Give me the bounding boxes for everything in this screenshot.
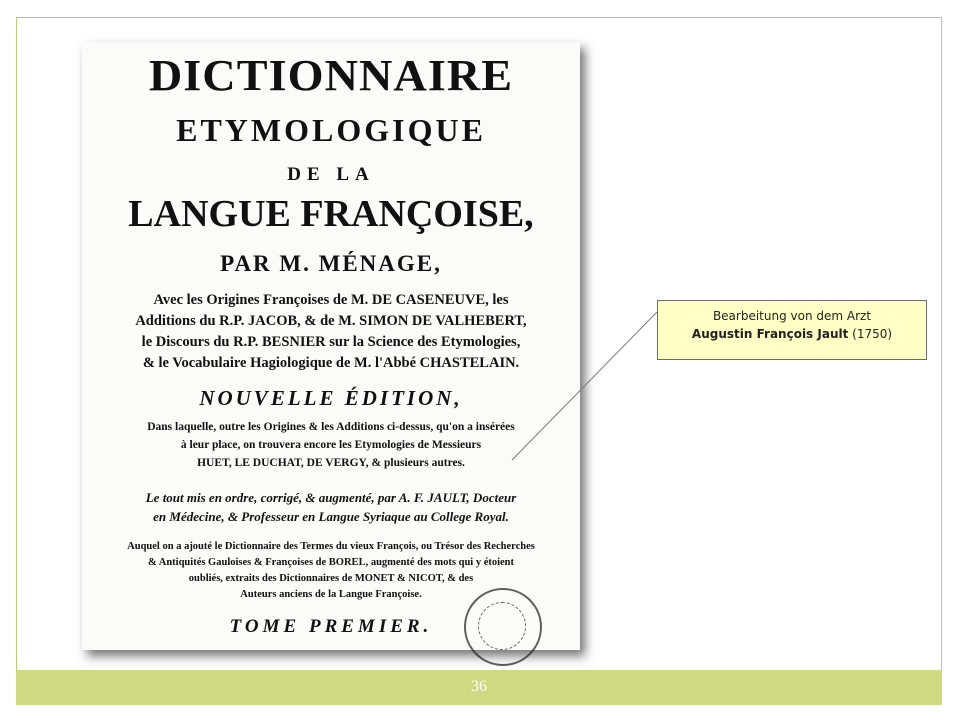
callout-year: (1750) bbox=[848, 327, 893, 341]
origins-line: & le Vocabulaire Hagiologique de M. l'Abbé CHASTELAIN. bbox=[142, 355, 520, 371]
title-line-4: LANGUE FRANÇOISE, bbox=[128, 193, 534, 235]
callout-line-1: Bearbeitung von dem Arzt bbox=[712, 309, 872, 323]
volume-line: TOME PREMIER. bbox=[229, 616, 433, 637]
description-line: Dans laquelle, outre les Origines & les Additions ci-dessus, qu'on a insérées bbox=[147, 421, 515, 433]
annotation-callout bbox=[657, 300, 927, 360]
callout-name: Augustin François Jault bbox=[691, 327, 849, 341]
description-line: à leur place, on trouvera encore les Etymologies de Messieurs bbox=[180, 439, 482, 451]
description-line: HUET, LE DUCHAT, DE VERGY, & plusieurs autres. bbox=[197, 457, 465, 469]
appendix-line: & Antiquités Gauloises & Françoises de BOREL, augmenté des mots qui y étoient bbox=[147, 557, 515, 568]
footer-bar bbox=[16, 670, 942, 705]
origins-line: Avec les Origines Françoises de M. DE CASENEUVE, les bbox=[153, 292, 509, 308]
edition-line: NOUVELLE ÉDITION, bbox=[199, 386, 463, 410]
editor-line: en Médecine, & Professeur en Langue Syriaque au College Royal. bbox=[153, 509, 509, 524]
appendix-line: oubliés, extraits des Dictionnaires de MONET & NICOT, & des bbox=[188, 573, 474, 584]
callout-line-2 bbox=[658, 325, 926, 343]
origins-line: le Discours du R.P. BESNIER sur la Science des Etymologies, bbox=[141, 334, 521, 350]
appendix-line: Auquel on a ajouté le Dictionnaire des Termes du vieux François, ou Trésor des Recherches bbox=[127, 541, 535, 552]
title-line-1: DICTIONNAIRE bbox=[148, 51, 514, 100]
appendix-line: Auteurs anciens de la Langue Françoise. bbox=[240, 589, 422, 600]
origins-line: Additions du R.P. JACOB, & de M. SIMON DE VALHEBERT, bbox=[135, 313, 527, 329]
page-number: 36 bbox=[471, 678, 487, 695]
author-line: PAR M. MÉNAGE, bbox=[220, 251, 442, 276]
title-line-2: ETYMOLOGIQUE bbox=[176, 112, 486, 148]
editor-line: Le tout mis en ordre, corrigé, & augmenté, par A. F. JAULT, Docteur bbox=[145, 490, 517, 505]
title-line-3: DE LA bbox=[287, 164, 375, 185]
